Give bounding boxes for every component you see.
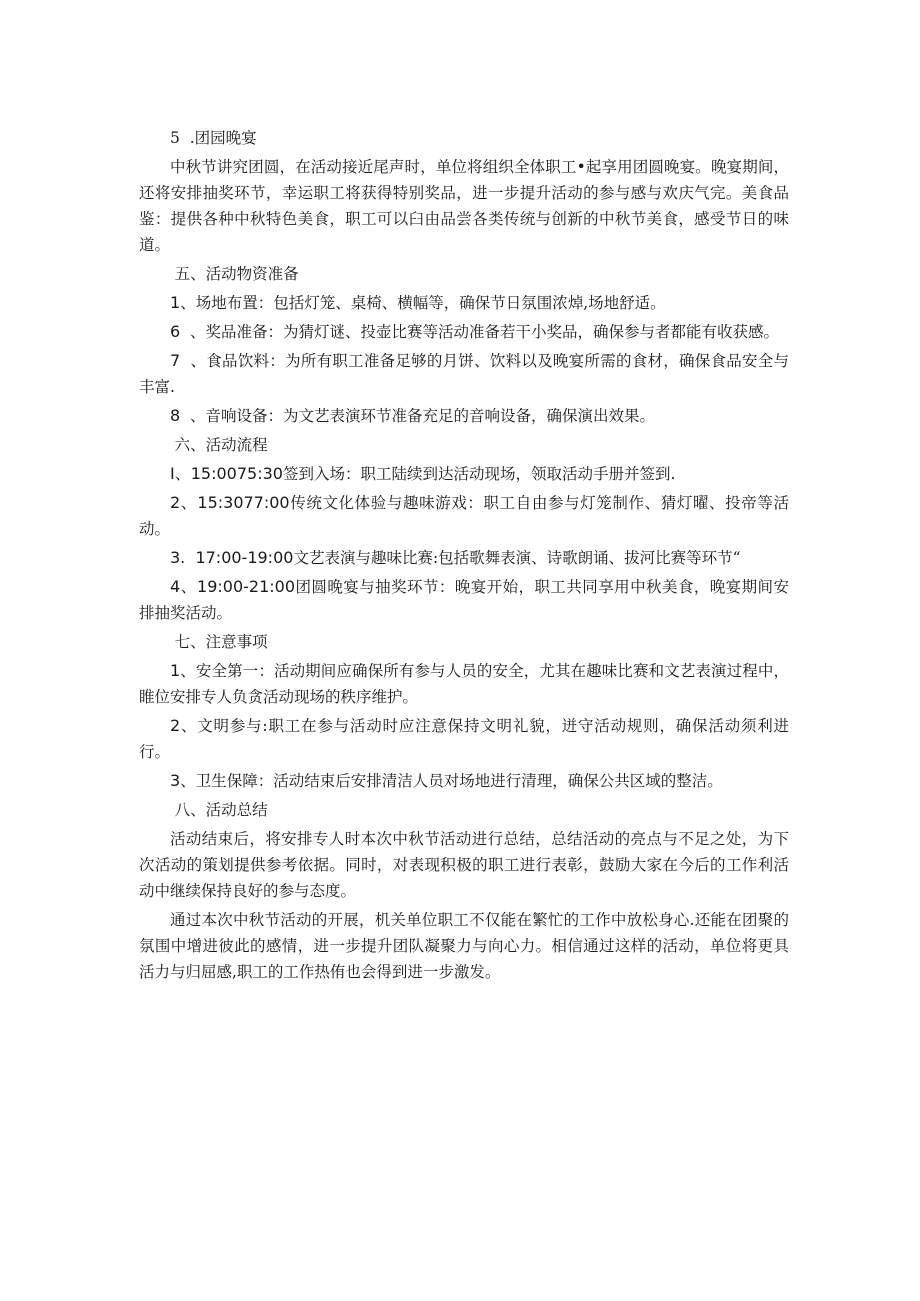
section-heading-banquet: 5 .团园晚宴 (170, 129, 257, 147)
list-item: 4、19:00-21:00团圆晚宴与抽奖环节：晚宴开始，职工共同享用中秋美食，晚宴期间安排抽奖活动。 (139, 577, 789, 622)
list-item: 2、15:3077:00传统文化体验与趣味游戏：职工自由参与灯笼制作、猜灯曜、投帝等活动。 (139, 493, 789, 538)
list-item: 7 、食品饮料：为所有职工准备足够的月饼、饮料以及晚宴所需的食材，确保食品安全与丰富. (139, 351, 789, 396)
list-item: I、15:0075:30签到入场：职工陆续到达活动现场，领取活动手册并签到. (170, 464, 676, 483)
list-item: 2、文明参与:职工在参与活动时应注意保持文明礼貌，迸守活动规则，确保活动须利进行。 (139, 716, 789, 761)
list-item: 1、安全第一：活动期间应确保所有参与人员的安全，尤其在趣味比赛和文艺表演过程中，睢位安排专人负贪活动现场的秩序维护。 (139, 661, 789, 706)
paragraph-summary-1: 活动结束后，将安排专人时本次中秋节活动进行总结，总结活动的亮点与不足之处，为下次活动的策划提供参考依据。同时，对表现积极的职工进行表彰，鼓励大家在今后的工作利活动中继续保持良好的参与态度。 (139, 830, 789, 900)
section-title-materials: 五、活动物资准备 (174, 265, 299, 283)
paragraph-summary-2: 通过本次中秋节活动的开展，机关单位职工不仅能在繁忙的工作中放松身心.还能在团聚的氛围中增进彼此的感情，进一步提升团队凝聚力与向心力。相信通过这样的活动，单位将更具活力与归屈感,职工的工作热侑也会得到进一步激发。 (139, 911, 789, 981)
list-item: 3、卫生保障：活动结束后安排清洁人员对场地进行清理，确保公共区域的整洁。 (170, 771, 723, 790)
list-item: 8 、音响设备：为文艺表演环节准备充足的音响设备，确保演出效果。 (170, 406, 656, 425)
document-page (139, 125, 789, 988)
section-title-schedule: 六、活动流程 (174, 436, 268, 454)
section-title-notes: 七、注意事项 (174, 633, 268, 651)
paragraph-banquet: 中秋节讲究团圆，在活动接近尾声时，单位将组织全体职工•起享用团圆晚宴。晚宴期间，还将安排抽奖环节，幸运职工将获得特别奖品，进一步提升活动的参与感与欢庆气完。美食品鉴：提供各种中秋特色美食，职工可以臼由品尝各类传统与创新的中秋节美食，感受节日的味道。 (139, 158, 789, 254)
section-title-summary: 八、活动总结 (174, 801, 268, 819)
list-item: 6 、奖品准备：为猜灯谜、投壶比赛等活动准备若干小奖品，确保参与者都能有收获感。 (170, 322, 780, 341)
list-item: 3. 17:00-19:00文艺表演与趣味比赛:包括歌舞表演、诗歌朗诵、拔河比赛等环节“ (170, 548, 741, 567)
list-item: 1、场地布置：包括灯笼、桌椅、横幅等，确保节日氛围浓焯,场地舒适。 (170, 293, 666, 312)
